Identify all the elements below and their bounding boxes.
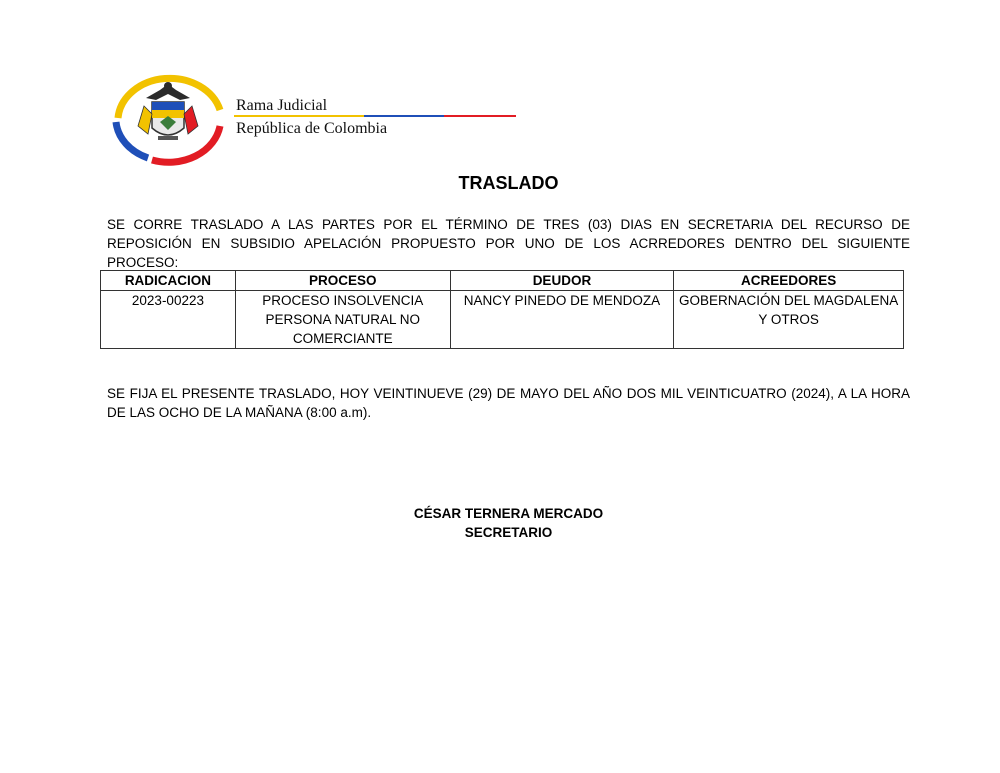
logo-text-rama-judicial: Rama Judicial <box>236 97 328 114</box>
rama-judicial-logo <box>108 70 528 166</box>
logo-rule-yellow <box>234 115 364 117</box>
cell-radicacion: 2023-00223 <box>101 291 236 349</box>
logo-rule-red <box>444 115 516 117</box>
process-table <box>100 270 904 349</box>
header-proceso: PROCESO <box>235 271 450 291</box>
coat-of-arms-icon <box>108 70 228 166</box>
table-row <box>101 291 904 349</box>
intro-paragraph: SE CORRE TRASLADO A LAS PARTES POR EL TÉRMINO DE TRES (03) DIAS EN SECRETARIA DEL RECURSO DE REPOSICIÓN EN SUBSIDIO APELACIÓN PROPUESTO POR UNO DE LOS ACRREDORES DENTRO DEL SIGUIENTE PROCESO: <box>107 217 910 270</box>
document-title: TRASLADO <box>458 173 559 193</box>
logo-rule-blue <box>364 115 444 117</box>
fixing-paragraph: SE FIJA EL PRESENTE TRASLADO, HOY VEINTINUEVE (29) DE MAYO DEL AÑO DOS MIL VEINTICUATRO (2024), A LA HORA DE LAS OCHO DE LA MAÑANA (8:00 a.m). <box>107 386 910 420</box>
cell-proceso: PROCESO INSOLVENCIA PERSONA NATURAL NO COMERCIANTE <box>235 291 450 349</box>
signer-role: SECRETARIO <box>464 525 553 540</box>
logo-text-republica: República de Colombia <box>236 120 388 137</box>
cell-deudor: NANCY PINEDO DE MENDOZA <box>450 291 674 349</box>
cell-acreedores: GOBERNACIÓN DEL MAGDALENA Y OTROS <box>674 291 904 349</box>
signer-name: CÉSAR TERNERA MERCADO <box>413 506 604 521</box>
header-acreedores: ACREEDORES <box>674 271 904 291</box>
table-header-row <box>101 271 904 291</box>
header-radicacion: RADICACION <box>101 271 236 291</box>
header-deudor: DEUDOR <box>450 271 674 291</box>
